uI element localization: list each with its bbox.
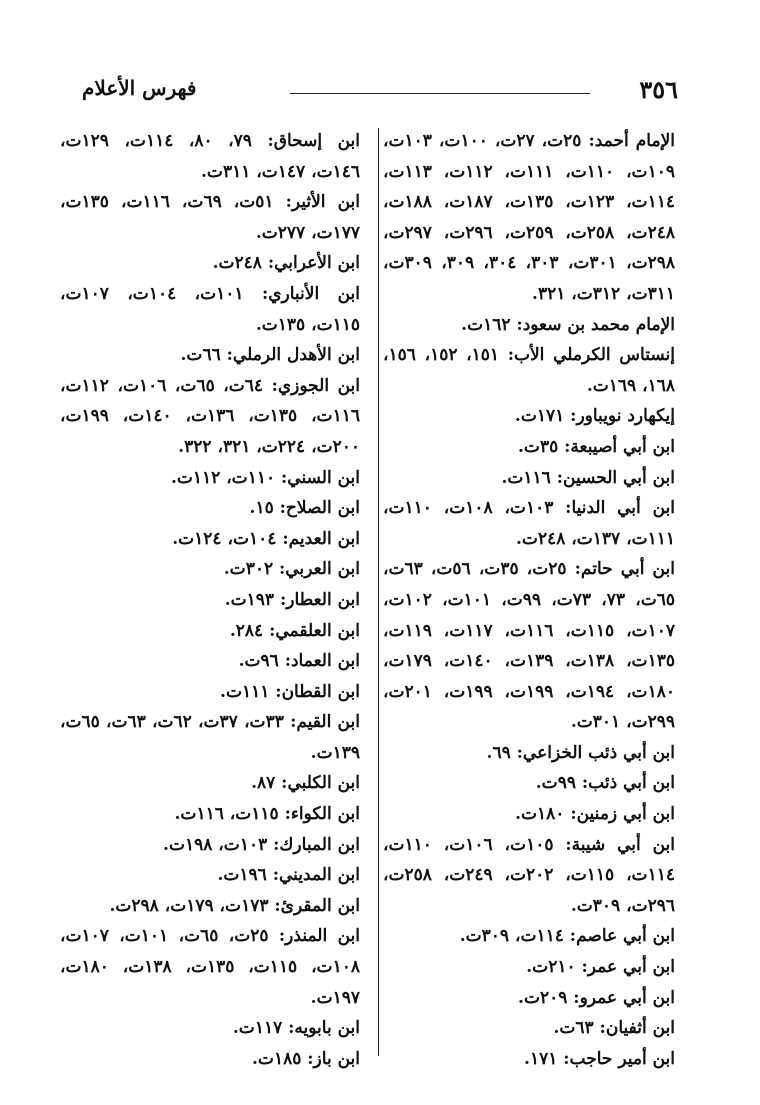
index-entry: ابن العماد: ٩٦ت.	[238, 651, 360, 672]
index-entry: ابن أبي الدنيا: ١٠٣ت، ١٠٨ت، ١١٠ت، ١١١ت، ١٣٧ت، ٢٤٨ت.	[383, 498, 675, 549]
index-entry: ابن العطار: ١٩٣ت.	[224, 589, 360, 610]
index-column-right	[383, 126, 675, 1069]
page-header	[82, 72, 678, 106]
index-entry: ابن أبي الحسين: ١١٦ت.	[501, 467, 675, 488]
index-entry: ابن أبي ذئب: ٩٩ت.	[535, 773, 675, 794]
index-entry: ابن السني: ١١٠ت، ١١٢ت.	[170, 467, 360, 488]
index-entry: ابن أبي عمرو: ٢٠٩ت.	[518, 987, 675, 1008]
index-entry: ابن أبي حاتم: ٢٥ت، ٣٥ت، ٥٦ت، ٦٣ت، ٦٥ت، ٧٣، ٧٣ت، ٩٩ت، ١٠١ت، ١٠٢ت، ١٠٧ت، ١١٥ت، ١١٦ت، ١١٧ت، ١١٩ت، ١٣٥ت، ١٣٨ت، ١٣٩ت، ١٤٠ت، ١٧٩ت، ١٨٠ت، ١٩٤ت، ١٩٩ت، ١٩٩ت، ٢٠١ت، ٢٩٩ت، ٣٠١ت.	[383, 559, 675, 733]
index-entry: ابن أبي زمنين: ١٨٠ت.	[515, 804, 675, 825]
index-entry: ابن أبي شيبة: ١٠٥ت، ١٠٦ت، ١١٠ت، ١١٤ت، ١١٥ت، ٢٠٢ت، ٢٤٩ت، ٢٥٨ت، ٢٩٦ت، ٣٠٩ت.	[383, 834, 675, 916]
index-entry: إيكهارد نويباور: ١٧١ت.	[514, 406, 675, 427]
index-entry: ابن المقرئ: ١٧٣ت، ١٧٩ت، ٢٩٨ت.	[109, 895, 360, 916]
index-entry: ابن أثفيان: ٦٣ت.	[553, 1018, 675, 1039]
index-entry: ابن أبي عاصم: ١١٤ت، ٣٠٩ت.	[459, 926, 675, 947]
index-entry: ابن العديم: ١٠٤ت، ١٢٤ت.	[172, 528, 360, 549]
index-entry: ابن المبارك: ١٠٣ت، ١٩٨ت.	[163, 834, 360, 855]
index-entry: ابن أبي عمر: ٢١٠ت.	[526, 957, 675, 978]
column-divider	[378, 128, 379, 1056]
index-entry: ابن العلقمي: ٢٨٤.	[229, 620, 360, 641]
index-entry: إنستاس الكرملي الأب: ١٥١، ١٥٢، ١٥٦، ١٦٨، ١٦٩ت.	[383, 345, 675, 396]
index-entry: ابن إسحاق: ٧٩، ٨٠، ١١٤ت، ١٢٩ت، ١٤٦ت، ١٤٧ت، ٣١١ت.	[60, 131, 360, 182]
index-entry: ابن الجوزي: ٦٤ت، ٦٥ت، ١٠٦ت، ١١٢ت، ١١٦ت، ١٣٥ت، ١٣٦ت، ١٤٠ت، ١٩٩ت، ٢٠٠ت، ٢٢٤ت، ٣٢١، ٣٢٢.	[60, 375, 360, 457]
running-title: فهرس الأعلام	[82, 76, 197, 100]
index-entry: ابن باز: ١٨٥ت.	[252, 1048, 360, 1069]
index-entry: ابن الأنباري: ١٠١ت، ١٠٤ت، ١٠٧ت، ١١٥ت، ١٣٥ت.	[60, 283, 360, 335]
header-rule	[290, 93, 590, 94]
index-entry: ابن أبي أصيبعة: ٣٥ت.	[518, 436, 675, 457]
page-number: ٣٥٦	[639, 75, 678, 104]
index-entry: الإمام محمد بن سعود: ١٦٢ت.	[461, 314, 675, 335]
index-entry: ابن الأعرابي: ٢٤٨ت.	[212, 253, 360, 274]
index-entry: ابن المديني: ١٩٦ت.	[217, 865, 360, 886]
index-column-left	[60, 126, 360, 1069]
index-entry: ابن بابويه: ١١٧ت.	[232, 1018, 360, 1039]
index-entry: ابن المنذر: ٢٥ت، ٦٥ت، ١٠١ت، ١٠٧ت، ١٠٨ت، ١١٥ت، ١٣٥ت، ١٣٨ت، ١٨٠ت، ١٩٧ت.	[60, 926, 360, 1008]
index-entry: ابن الكواء: ١١٥ت، ١١٦ت.	[174, 804, 360, 825]
index-entry: ابن الصلاح: ١٥.	[249, 498, 360, 519]
index-entry: ابن الأهدل الرملي: ٦٦ت.	[180, 345, 360, 366]
index-entry: ابن الكلبي: ٨٧.	[251, 773, 360, 794]
index-entry: ابن العربي: ٣٠٢ت.	[223, 559, 360, 580]
index-entry: ابن أمير حاجب: ١٧١.	[524, 1048, 675, 1069]
index-entry: الإمام أحمد: ٢٥ت، ٢٧ت، ١٠٠ت، ١٠٣ت، ١٠٩ت، ١١٠ت، ١١١ت، ١١٢ت، ١١٣ت، ١١٤ت، ١٢٣ت، ١٣٥ت، ١٨٧ت، ١٨٨ت، ٢٤٨ت، ٢٥٨ت، ٢٥٩ت، ٢٩٦ت، ٢٩٧ت، ٢٩٨ت، ٣٠١ت، ٣٠٣، ٣٠٤، ٣٠٩، ٣٠٩ت، ٣١١ت، ٣١٢ت، ٣٢١.	[383, 131, 675, 304]
index-entry: ابن أبي ذئب الخزاعي: ٦٩.	[486, 742, 675, 763]
index-entry: ابن القطان: ١١١ت.	[220, 681, 360, 702]
index-entry: ابن القيم: ٣٣ت، ٣٧ت، ٦٢ت، ٦٣ت، ٦٥ت، ١٣٩ت.	[60, 712, 360, 763]
index-entry: ابن الأثير: ٥١ت، ٦٩ت، ١١٦ت، ١٣٥ت، ١٧٧ت، ٢٧٧ت.	[60, 192, 360, 243]
